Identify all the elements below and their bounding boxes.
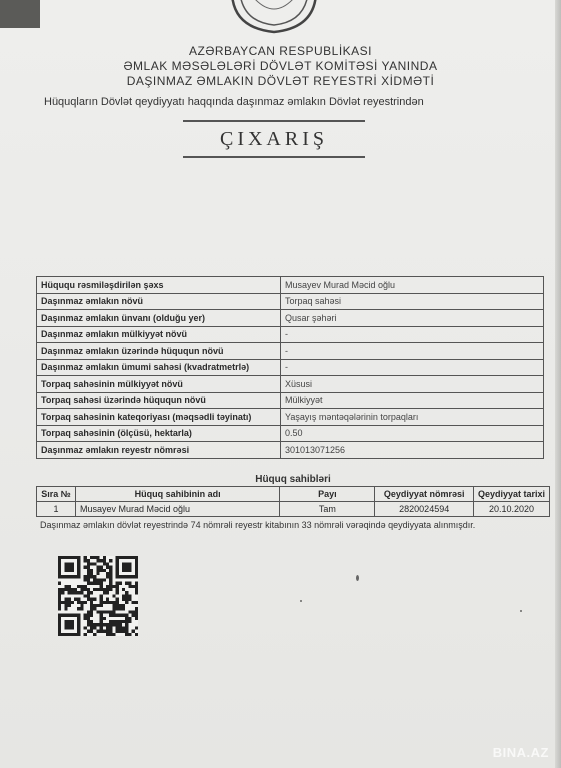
info-value: - (281, 343, 544, 360)
info-label: Daşınmaz əmlakın ümumi sahəsi (kvadratmetrlə) (37, 359, 281, 376)
info-value: 0.50 (281, 425, 544, 442)
background-corner (0, 0, 40, 28)
info-row (37, 425, 544, 442)
col-owner-name-header: Hüquq sahibinin adı (75, 487, 279, 502)
header-line-service: DAŞINMAZ ƏMLAKIN DÖVLƏT REYESTRİ XİDMƏTİ (126, 74, 435, 88)
info-label: Hüququ rəsmiləşdirilən şəxs (37, 277, 281, 294)
info-row (37, 293, 544, 310)
info-value: 301013071256 (281, 442, 544, 459)
info-label: Daşınmaz əmlakın ünvanı (olduğu yer) (37, 310, 281, 327)
info-row (37, 326, 544, 343)
col-reg-date-header: Qeydiyyat tarixi (473, 487, 549, 502)
info-label: Daşınmaz əmlakın növü (37, 293, 281, 310)
col-order-header: Sıra № (37, 487, 76, 502)
info-value: Mülkiyyət (281, 392, 544, 409)
info-label: Daşınmaz əmlakın reyestr nömrəsi (37, 442, 281, 459)
info-label: Daşınmaz əmlakın mülkiyyət növü (37, 326, 281, 343)
info-value: - (281, 359, 544, 376)
col-reg-number-header: Qeydiyyat nömrəsi (375, 487, 474, 502)
info-row (37, 442, 544, 459)
owner-reg-number: 2820024594 (375, 502, 474, 517)
owner-order: 1 (37, 502, 76, 517)
col-share-header: Payı (280, 487, 375, 502)
info-row (37, 392, 544, 409)
info-row (37, 376, 544, 393)
info-value: - (281, 326, 544, 343)
header-line-republic: AZƏRBAYCAN RESPUBLİKASI (188, 44, 373, 58)
info-row (37, 409, 544, 426)
info-row (37, 310, 544, 327)
info-row (37, 343, 544, 360)
owners-row (37, 502, 550, 517)
info-label: Torpaq sahəsinin (ölçüsü, hektarla) (37, 425, 281, 442)
qr-code-icon (58, 556, 138, 636)
paper-speck (356, 575, 359, 581)
page-edge-shadow (555, 0, 561, 768)
document-title-block (183, 116, 365, 162)
property-info-table (36, 276, 544, 459)
paper-speck (300, 600, 302, 602)
info-row (37, 359, 544, 376)
info-value: Qusar şəhəri (281, 310, 544, 327)
owners-section-title: Hüquq sahibləri (255, 474, 331, 485)
info-label: Daşınmaz əmlakın üzərində hüququn növü (37, 343, 281, 360)
state-emblem-icon (224, 0, 324, 34)
info-value: Xüsusi (281, 376, 544, 393)
title-rule-top (183, 120, 365, 122)
header-line-committee: ƏMLAK MƏSƏLƏLƏRİ DÖVLƏT KOMİTƏSİ YANINDA (123, 59, 438, 73)
paper-speck (520, 610, 522, 612)
info-value: Yaşayış məntəqələrinin torpaqları (281, 409, 544, 426)
info-value: Musayev Murad Məcid oğlu (281, 277, 544, 294)
owner-name: Musayev Murad Məcid oğlu (75, 502, 279, 517)
info-label: Torpaq sahəsinin kateqoriyası (məqsədli təyinatı) (37, 409, 281, 426)
owners-header-row (37, 487, 550, 502)
watermark: BINA.AZ (492, 745, 549, 760)
document-subtitle: Hüquqların Dövlət qeydiyyatı haqqında daşınmaz əmlakın Dövlət reyestrindən (44, 96, 424, 108)
owner-share: Tam (280, 502, 375, 517)
document-title: ÇIXARIŞ (219, 128, 328, 150)
info-label: Torpaq sahəsi üzərində hüququn növü (37, 392, 281, 409)
owner-reg-date: 20.10.2020 (473, 502, 549, 517)
info-value: Torpaq sahəsi (281, 293, 544, 310)
title-rule-bottom (183, 156, 365, 158)
owners-table (36, 486, 550, 517)
info-row (37, 277, 544, 294)
info-label: Torpaq sahəsinin mülkiyyət növü (37, 376, 281, 393)
registry-footer-note: Daşınmaz əmlakın dövlət reyestrində 74 nömrəli reyestr kitabının 33 nömrəli vərəqində qeydiyyata alınmışdır. (40, 520, 476, 530)
